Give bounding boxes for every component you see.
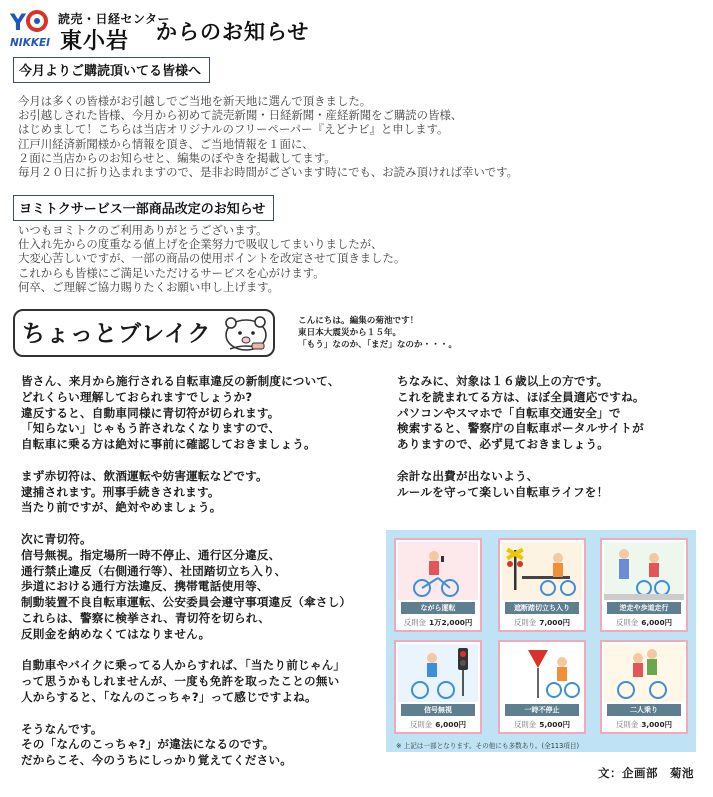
text-line: だからこそ、今のうちにしっかり覚えてください。	[21, 753, 293, 768]
text-line: 違反すると、自動車同様に青切符が切られます。	[21, 405, 280, 420]
section-heading-yomitoku: ヨミトクサービス一部商品改定のお知らせ	[13, 195, 274, 221]
violation-fine	[500, 719, 584, 730]
fine-amount: 6,000円	[641, 618, 672, 627]
text-line: 当たり前ですが、絶対やめましょう。	[21, 500, 222, 515]
text-line: ルールを守って楽しい自転車ライフを！	[397, 484, 609, 499]
fine-amount: 1万2,000円	[428, 618, 473, 627]
text-line: これを読まれてる方は、ほぼ全員適応ですね。	[397, 389, 645, 404]
violation-name: 信号無視	[401, 704, 475, 716]
text-line: これからも皆様にご満足いただけるサービスを心がけます。	[18, 265, 325, 280]
text-line: 人からすると、「なんのこっちゃ?」って感じですよね。	[21, 689, 317, 704]
text-line: 検索すると、警察庁の自転車ポータルサイトが	[397, 421, 644, 436]
fine-label: 反則金	[514, 720, 537, 729]
text-line: って思うかもしれませんが、一度も免許を取ったことの無い	[21, 674, 340, 689]
author-credit: 文：企画部 菊池	[598, 766, 694, 780]
nikkei-logo	[8, 8, 60, 50]
text-line: はじめまして！こちらは当店オリジナルのフリーペーパー『えどナビ』と申します。	[18, 122, 449, 137]
svg-text:Y: Y	[10, 11, 26, 36]
fine-label: 反則金	[616, 720, 639, 729]
text-line: 余計な出費が出ないよう、	[397, 468, 539, 483]
infographic-note: ※ 上記は一部となります。その他にも多数あり。(全113項目)	[396, 742, 580, 750]
text-line: ２面に当店からのお知らせと、編集のぼやきを掲載してます。	[18, 150, 336, 165]
text-line: 自転車に乗る方は絶対に事前に確認しておきましょう。	[21, 437, 316, 452]
paragraph-gap	[397, 453, 645, 469]
text-line: 自動車やバイクに乗ってる人からすれば、「当たり前じゃん」	[21, 658, 346, 673]
fine-label: 反則金	[514, 618, 537, 627]
violation-card	[394, 538, 482, 632]
text-line: どれくらい理解しておられますでしょうか?	[21, 389, 253, 404]
text-line: ちなみに、対象は１６歳以上の方です。	[397, 374, 609, 388]
fine-label: 反則金	[616, 618, 639, 627]
brand-subtitle: 読売・日経センター	[58, 12, 171, 26]
article-right-column	[397, 374, 645, 500]
violation-illustration-icon	[398, 644, 478, 702]
violation-card	[498, 640, 586, 734]
violation-name: 逆走や歩道走行	[607, 602, 681, 614]
text-line: 逮捕されます。刑事手続きされます。	[21, 484, 220, 499]
fine-label: 反則金	[410, 720, 433, 729]
paragraph-gap	[21, 453, 351, 469]
text-line: 「もう」なのか、「まだ」なのか・・・。	[298, 340, 457, 350]
paragraph-gap	[21, 643, 351, 659]
fine-amount: 7,000円	[539, 618, 570, 627]
text-line: 毎月２０日に折り込まれますので、是非お時間がございます時にでも、お読み頂ければ幸いです。	[18, 165, 519, 180]
text-line: 東日本大震災から１５年。	[298, 328, 402, 338]
violation-fine	[500, 617, 584, 628]
fine-amount: 3,000円	[641, 720, 672, 729]
text-line: お引越しされた皆様、今月から初めて読売新聞・日経新聞・産経新聞をご購読の皆様、	[18, 108, 463, 123]
text-line: 通行禁止違反（右側通行等）、社団踏切立ち入り、	[21, 563, 287, 578]
text-line: ありますので、必ず見ておきましょう。	[397, 437, 610, 452]
violation-card	[394, 640, 482, 734]
text-line: 反則金を納めなくてはなりません。	[21, 626, 211, 641]
bear-mascot-icon	[216, 309, 272, 355]
section-body-yomitoku	[18, 223, 405, 294]
violation-fine	[602, 719, 686, 730]
text-line: まず赤切符は、飲酒運転や妨害運転などです。	[21, 468, 268, 483]
text-line: いつもヨミトクのご利用ありがとうございます。	[18, 223, 268, 237]
text-line: パソコンやスマホで「自転車交通安全」で	[397, 405, 621, 420]
fine-amount: 6,000円	[435, 720, 466, 729]
section-heading-new-subscribers: 今月よりご購読頂いてる皆様へ	[13, 57, 210, 83]
text-line: これらは、警察に検挙され、青切符を切られ、	[21, 610, 271, 625]
violation-name: 遮断踏切立ち入り	[505, 602, 579, 614]
text-line: その「なんのこっちゃ?」が違法になるのです。	[21, 737, 275, 752]
bicycle-violation-infographic	[386, 530, 696, 752]
violation-illustration-icon	[604, 644, 684, 702]
text-line: 仕入れ先からの度重なる値上げを企業努力で吸収してまいりましたが、	[18, 237, 383, 252]
text-line: 「知らない」じゃもう許されなくなりますので、	[21, 421, 281, 436]
violation-card	[498, 538, 586, 632]
fine-label: 反則金	[403, 618, 426, 627]
text-line: 皆さん、来月から施行される自転車違反の新制度について、	[21, 374, 340, 388]
violation-illustration-icon	[604, 542, 684, 600]
violation-name: ながら運転	[401, 602, 475, 614]
violation-illustration-icon	[502, 542, 582, 600]
text-line: こんにちは。編集の菊池です！	[298, 316, 419, 326]
article-left-column	[21, 374, 351, 769]
violation-name: 一時不停止	[505, 704, 579, 716]
violation-fine	[396, 617, 480, 628]
violation-illustration-icon	[398, 542, 478, 600]
logo-wordmark: NIKKEI	[10, 37, 51, 49]
text-line: 何卒、ご理解ご協力賜りたくお願い申し上げます。	[18, 279, 280, 294]
text-line: 今月は多くの皆様がお引越しでご当地を新天地に選んで頂きました。	[18, 94, 372, 108]
text-line: 次に青切符。	[21, 531, 92, 546]
violation-card	[600, 640, 688, 734]
section-body-new-subscribers	[18, 94, 518, 179]
page-title: からのお知らせ	[156, 20, 310, 44]
violation-name: 二人乗り	[607, 704, 681, 716]
brand-name: 東小岩	[60, 29, 130, 54]
text-line: 歩道における通行方法違反、携帯電話使用等、	[21, 579, 269, 594]
paragraph-gap	[21, 516, 351, 532]
fine-amount: 5,000円	[539, 720, 570, 729]
violation-fine	[602, 617, 686, 628]
text-line: 江戸川経済新聞様から情報を頂き、ご当地情報を１面に、	[18, 136, 314, 151]
violation-illustration-icon	[502, 644, 582, 702]
break-title: ちょっとブレイク	[22, 321, 212, 347]
violation-fine	[396, 719, 480, 730]
violation-card	[600, 538, 688, 632]
text-line: そうなんです。	[21, 721, 103, 736]
text-line: 大変心苦しいですが、一部の商品の使用ポイントを改定させて頂きました。	[18, 251, 406, 266]
text-line: 制動装置不良自転車運転、公安委員会遵守事項違反（傘さし）	[21, 595, 352, 610]
break-intro	[298, 315, 457, 351]
text-line: 信号無視。指定場所一時不停止、通行区分違反、	[21, 547, 281, 562]
paragraph-gap	[21, 706, 351, 722]
